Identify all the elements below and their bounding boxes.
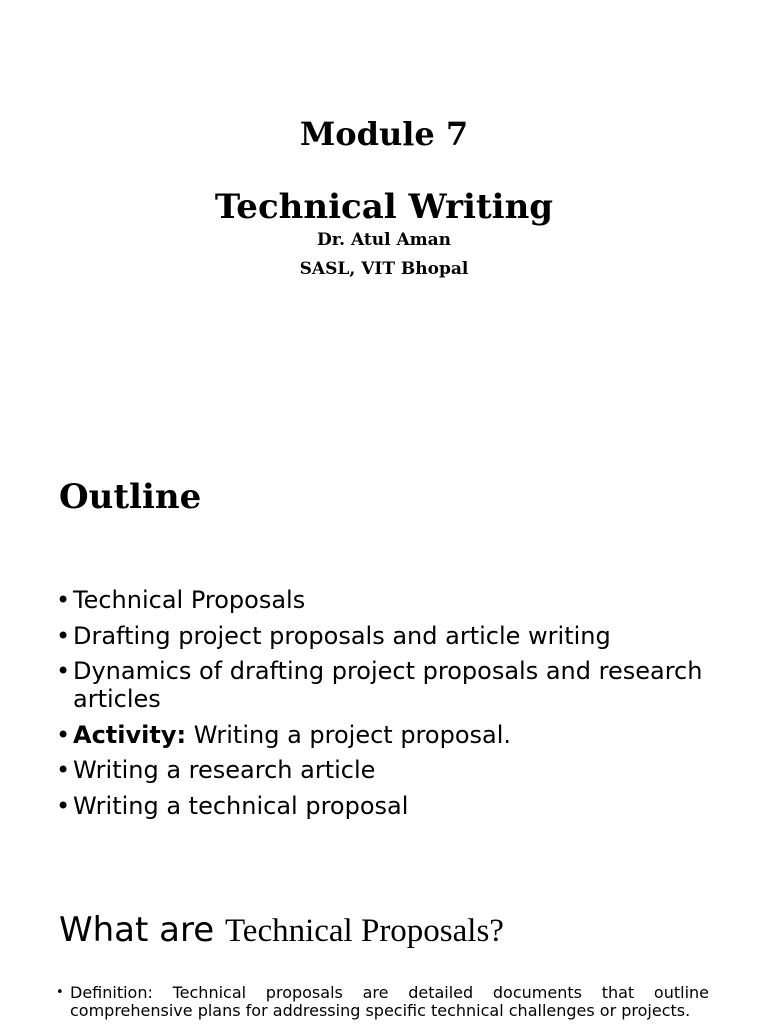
outline-item [56,657,706,713]
module-title: Module 7 [299,115,469,153]
outline-item-text: Writing a technical proposal [73,791,409,820]
bullet-icon: • [56,586,71,614]
bullet-icon: • [56,621,71,650]
outline-item [56,756,706,784]
heading-serif-part: Technical Proposals? [224,913,504,949]
technical-proposals-heading [59,908,504,953]
definition-paragraph [56,984,709,1020]
title-slide [0,0,768,440]
outline-item [56,586,706,614]
bullet-icon: • [56,791,71,820]
course-title: Technical Writing [214,187,554,227]
outline-item-text: Drafting project proposals and article writing [73,621,611,650]
bullet-icon: • [56,720,71,749]
outline-item-text: Writing a research article [73,756,376,784]
outline-item [56,721,706,749]
bullet-icon: • [56,657,71,685]
bullet-icon: • [56,985,64,1000]
outline-item-text: Dynamics of drafting project proposals and research articles [73,657,703,713]
outline-heading: Outline [59,477,202,517]
author-affiliation: SASL, VIT Bhopal [299,259,469,279]
outline-item [56,792,706,820]
outline-item-bold: Activity: [73,720,187,749]
outline-item-text: Technical Proposals [73,586,306,614]
outline-item-text: Writing a project proposal. [186,720,512,749]
outline-list [56,586,706,827]
definition-text: Definition: Technical proposals are detailed documents that outline comprehensive plans for addressing specific technical challenges or projects. [70,983,709,1020]
outline-item [56,622,706,650]
bullet-icon: • [56,756,71,784]
heading-sans-part: What are [59,910,225,950]
author-name: Dr. Atul Aman [316,230,451,250]
